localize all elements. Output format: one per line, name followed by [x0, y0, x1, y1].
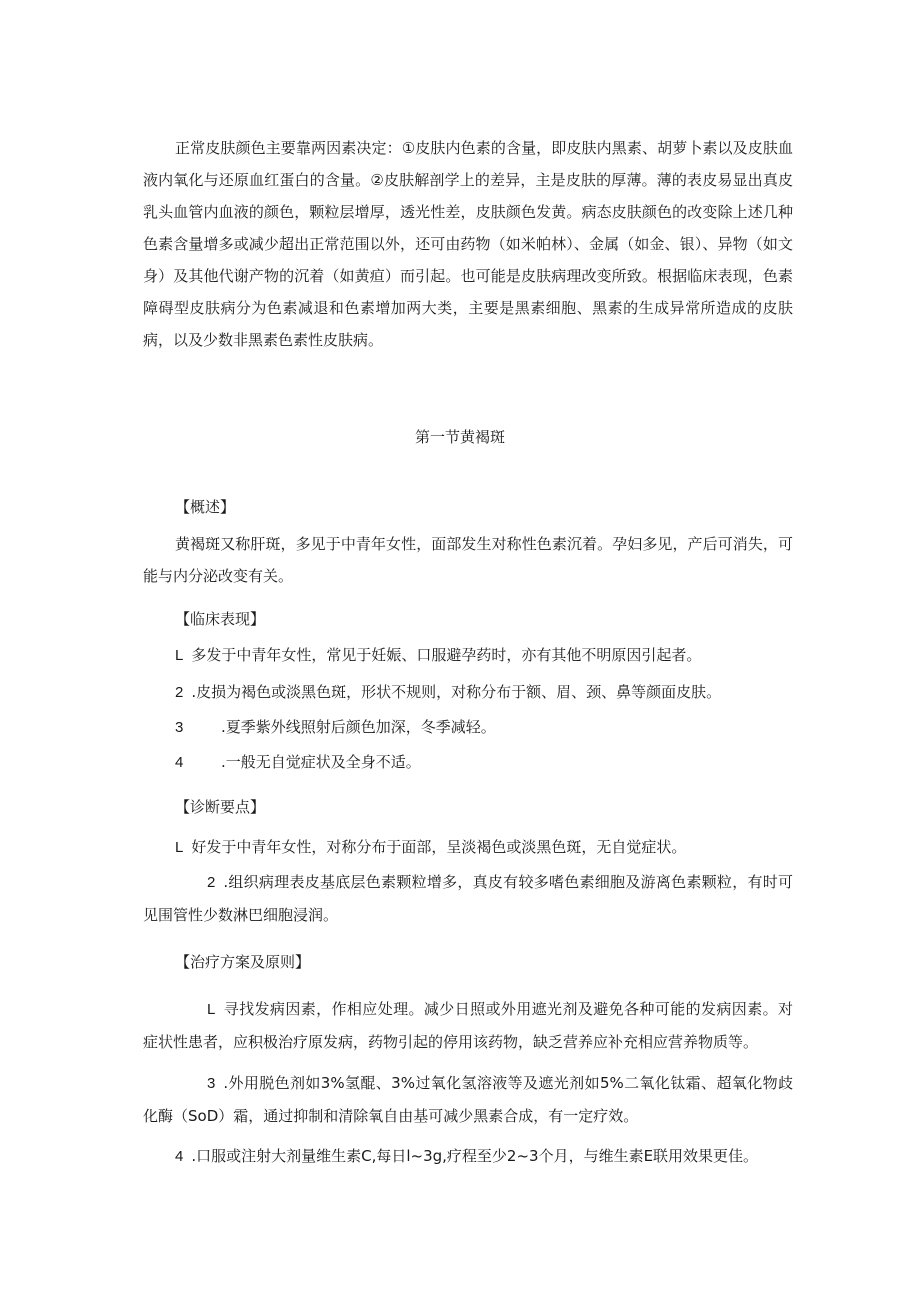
section-title: 第一节黄褐斑 — [414, 428, 505, 446]
diagnosis-item-1-number: L — [175, 839, 184, 856]
overview-heading: 【概述】 — [175, 498, 236, 516]
clinical-item-2 — [175, 676, 721, 709]
diagnosis-item-1 — [175, 831, 686, 864]
clinical-item-4-text: .一般无自觉症状及全身不适。 — [221, 753, 421, 771]
clinical-item-2-text: .皮损为褐色或淡黑色斑，形状不规则，对称分布于额、眉、颈、鼻等颜面皮肤。 — [191, 683, 722, 701]
intro-paragraph: 正常皮肤颜色主要靠两因素决定：①皮肤内色素的含量，即皮肤内黑素、胡萝卜素以及皮肤血液内氧化与还原血红蛋白的含量。②皮肤解剖学上的差异，主是皮肤的厚薄。薄的表皮易显出真皮乳头血管内血液的颜色，颗粒层增厚，透光性差，皮肤颜色发黄。病态皮肤颜色的改变除上述几种色素含量增多或减少超出正常范围以外，还可由药物（如米帕林）、金属（如金、银）、异物（如文身）及其他代谢产物的沉着（如黄疸）而引起。也可能是皮肤病理改变所致。根据临床表现，色素障碍型皮肤病分为色素减退和色素增加两大类，主要是黑素细胞、黑素的生成异常所造成的皮肤病，以及少数非黑素色素性皮肤病。 — [143, 139, 793, 349]
treatment-item-3 — [143, 1067, 793, 1132]
treatment-item-4-text: .口服或注射大剂量维生素C,每日l~3g,疗程至少2~3个月，与维生素E联用效果更佳。 — [191, 1147, 759, 1165]
treatment-item-3-number: 3 — [207, 1075, 216, 1092]
clinical-item-4 — [175, 746, 421, 779]
overview-paragraph: 黄褐斑又称肝斑，多见于中青年女性，面部发生对称性色素沉着。孕妇多见，产后可消失，可能与内分泌改变有关。 — [143, 535, 793, 585]
treatment-item-4 — [175, 1140, 758, 1173]
clinical-item-3-text: .夏季紫外线照射后颜色加深，冬季减轻。 — [221, 718, 496, 736]
treatment-heading: 【治疗方案及原则】 — [175, 953, 311, 971]
clinical-item-1-text: 多发于中青年女性，常见于妊娠、口服避孕药时，亦有其他不明原因引起者。 — [191, 646, 702, 664]
diagnosis-item-1-text: 好发于中青年女性，对称分布于面部，呈淡褐色或淡黑色斑，无自觉症状。 — [191, 838, 687, 856]
clinical-item-2-number: 2 — [175, 684, 184, 701]
diagnosis-item-2 — [143, 866, 793, 931]
clinical-item-3 — [175, 711, 496, 744]
clinical-item-4-number: 4 — [175, 754, 184, 771]
treatment-item-1-number: L — [207, 1001, 216, 1018]
clinical-item-3-number: 3 — [175, 719, 184, 736]
diagnosis-heading: 【诊断要点】 — [175, 798, 266, 816]
clinical-item-1 — [175, 639, 701, 672]
treatment-item-4-number: 4 — [175, 1148, 184, 1165]
treatment-item-3-text: .外用脱色剂如3%氢醌、3%过氧化氢溶液等及遮光剂如5%二氧化钛霜、超氧化物歧化酶（SoD）霜，通过抑制和清除氧自由基可减少黑素合成，有一定疗效。 — [143, 1074, 793, 1125]
clinical-item-1-number: L — [175, 647, 184, 664]
clinical-heading: 【临床表现】 — [175, 610, 266, 628]
diagnosis-item-2-text: .组织病理表皮基底层色素颗粒增多，真皮有较多嗜色素细胞及游离色素颗粒，有时可见围管性少数淋巴细胞浸润。 — [143, 873, 793, 924]
treatment-item-1-text: 寻找发病因素，作相应处理。减少日照或外用遮光剂及避免各种可能的发病因素。对症状性患者，应积极治疗原发病，药物引起的停用该药物，缺乏营养应补充相应营养物质等。 — [143, 1000, 793, 1051]
diagnosis-item-2-number: 2 — [207, 874, 216, 891]
treatment-item-1 — [143, 993, 793, 1058]
